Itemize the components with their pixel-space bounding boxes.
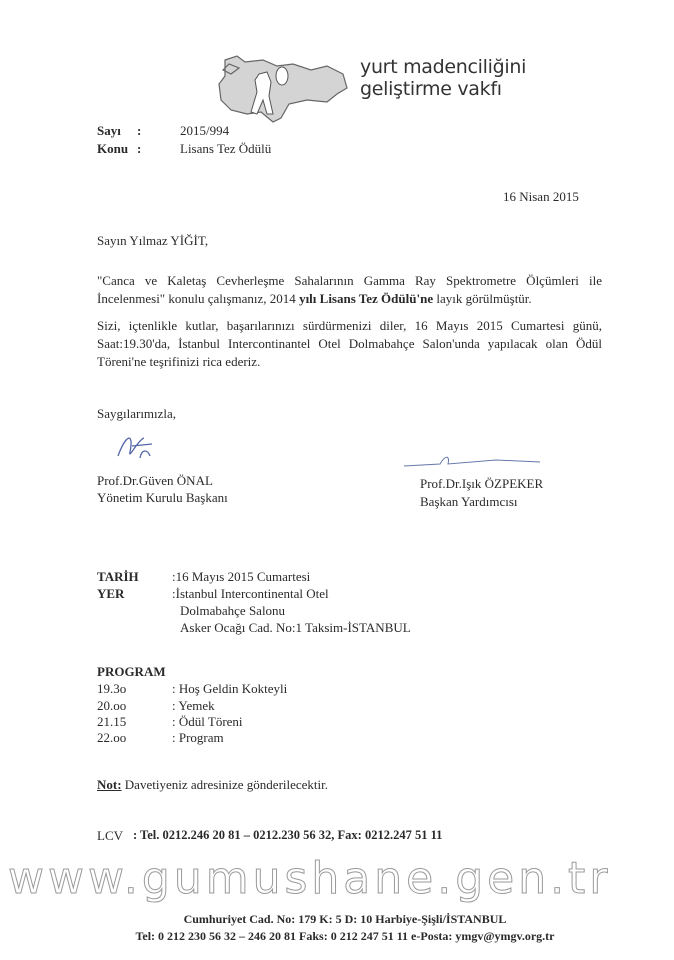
paragraph-invitation: Sizi, içtenlikle kutlar, başarılarınızı sürdürmenizi diler, 16 Mayıs 2015 Cumartesi günü, Saat:19.30'da, İstanbul Intercontinantel Otel Dolmabahçe Salon'unda yapılacak olan Ödül Töreni'ne teşrifinizi rica ederiz. [97, 318, 602, 369]
konu-label: Konu [97, 141, 129, 156]
yer-line: Dolmabahçe Salonu [180, 603, 286, 618]
program-desc: : Hoş Geldin Kokteyli [172, 681, 288, 696]
foundation-logo [215, 52, 350, 134]
tarih-label: TARİH [97, 569, 139, 584]
program-time: 20.oo [97, 698, 127, 713]
program-title: PROGRAM [97, 664, 166, 679]
sayi-value: 2015/994 [180, 123, 230, 138]
paragraph-award-end: layık görülmüştür. [433, 291, 532, 306]
note-label: Not: [97, 777, 122, 792]
signature-left [112, 428, 162, 468]
yer-line: Asker Ocağı Cad. No:1 Taksim-İSTANBUL [180, 620, 411, 635]
signatory-1-name: Prof.Dr.Güven ÖNAL [97, 473, 213, 488]
signatory-2-name: Prof.Dr.Işık ÖZPEKER [420, 476, 544, 491]
org-name-line2: geliştirme vakfı [360, 78, 502, 100]
signatory-1-title: Yönetim Kurulu Başkanı [97, 490, 228, 505]
org-name-line1: yurt madenciliğini [360, 56, 527, 78]
signature-right [400, 450, 550, 476]
footer-address: Cumhuriyet Cad. No: 179 K: 5 D: 10 Harbiye-Şişli/İSTANBUL [183, 912, 507, 926]
program-time: 21.15 [97, 714, 127, 729]
sayi-colon: : [137, 123, 142, 138]
signatory-2-title: Başkan Yardımcısı [420, 494, 518, 509]
konu-value: Lisans Tez Ödülü [180, 141, 272, 156]
award-name: yılı Lisans Tez Ödülü'ne [299, 291, 434, 306]
yer-line: :İstanbul Intercontinental Otel [172, 586, 329, 601]
salutation: Sayın Yılmaz YİĞİT, [97, 233, 209, 248]
sayi-label: Sayı [97, 123, 121, 138]
yer-label: YER [97, 586, 125, 601]
org-name [360, 56, 526, 100]
note-text: Davetiyeniz adresinize gönderilecektir. [121, 777, 329, 792]
closing: Saygılarımızla, [97, 406, 177, 421]
watermark: www.gumushane.gen.tr [8, 853, 612, 904]
lcv-contact: : Tel. 0212.246 20 81 – 0212.230 56 32, Fax: 0212.247 51 11 [133, 828, 443, 842]
tarih-value: :16 Mayıs 2015 Cumartesi [172, 569, 311, 584]
program-time: 19.3o [97, 681, 127, 696]
konu-colon: : [137, 141, 142, 156]
program-desc: : Yemek [172, 698, 215, 713]
paragraph-award-text: "Canca ve Kaletaş Cevherleşme Sahalarının Gamma Ray Spektrometre Ölçümleri ile İncelenmesi" konulu çalışmanız, 2014 [97, 273, 602, 306]
note [97, 777, 328, 793]
letter-date: 16 Nisan 2015 [503, 189, 579, 204]
program-desc: : Ödül Töreni [172, 714, 243, 729]
paragraph-award [97, 272, 602, 308]
footer-contact: Tel: 0 212 230 56 32 – 246 20 81 Faks: 0 212 247 51 11 e-Posta: ymgv@ymgv.org.tr [135, 929, 555, 943]
program-time: 22.oo [97, 730, 127, 745]
program-desc: : Program [172, 730, 224, 745]
lcv-label: LCV [97, 828, 123, 843]
